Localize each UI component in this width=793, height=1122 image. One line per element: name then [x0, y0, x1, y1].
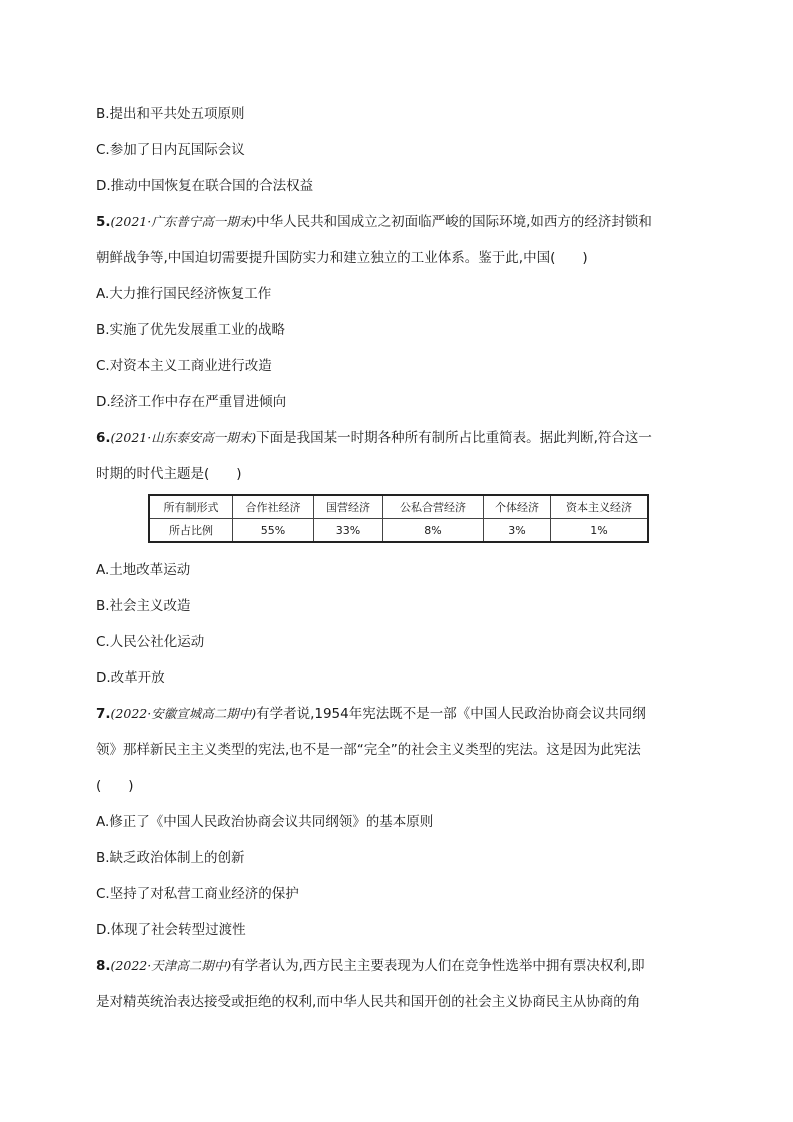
table-row [149, 519, 648, 543]
table-cell: 公私合营经济 [383, 495, 484, 519]
table-header-row [149, 495, 648, 519]
q5-option-b: B.实施了优先发展重工业的战略 [96, 322, 286, 338]
table-cell: 所有制形式 [149, 495, 233, 519]
q4-option-d: D.推动中国恢复在联合国的合法权益 [96, 178, 314, 194]
q7-source: (2022·安徽宣城高二期中) [110, 706, 257, 721]
ownership-ratio-table [148, 494, 649, 543]
table-cell: 国营经济 [314, 495, 383, 519]
table-cell: 所占比例 [149, 519, 233, 543]
q8-text-1: 有学者认为,西方民主主要表现为人们在竞争性选举中拥有票决权利,即 [231, 958, 645, 974]
q4-option-b: B.提出和平共处五项原则 [96, 106, 245, 122]
q7-stem-line-3: ( ) [96, 778, 134, 794]
q7-text-1: 有学者说,1954年宪法既不是一部《中国人民政治协商会议共同纲 [256, 706, 646, 722]
q7-number: 7. [96, 706, 111, 722]
q5-source: (2021·广东普宁高一期末) [110, 214, 257, 229]
q7-option-c: C.坚持了对私营工商业经济的保护 [96, 886, 299, 902]
table-cell: 8% [383, 519, 484, 543]
q7-stem-line-2: 领》那样新民主主义类型的宪法,也不是一部“完全”的社会主义类型的宪法。这是因为此宪法 [96, 742, 641, 758]
q6-option-c: C.人民公社化运动 [96, 634, 205, 650]
q8-number: 8. [96, 958, 111, 974]
q6-stem-line-1 [96, 428, 652, 448]
q5-text-1: 中华人民共和国成立之初面临严峻的国际环境,如西方的经济封锁和 [256, 214, 652, 230]
q7-stem-line-1 [96, 704, 646, 724]
q6-option-a: A.土地改革运动 [96, 562, 191, 578]
q7-option-d: D.体现了社会转型过渡性 [96, 922, 246, 938]
table-cell: 合作社经济 [233, 495, 314, 519]
q5-stem-line-2: 朝鲜战争等,中国迫切需要提升国防实力和建立独立的工业体系。鉴于此,中国( ) [96, 250, 588, 266]
q6-text-1: 下面是我国某一时期各种所有制所占比重简表。据此判断,符合这一 [256, 430, 652, 446]
q6-option-d: D.改革开放 [96, 670, 165, 686]
q8-source: (2022·天津高二期中) [110, 958, 232, 973]
q8-stem-line-2: 是对精英统治表达接受或拒绝的权利,而中华人民共和国开创的社会主义协商民主从协商的角 [96, 994, 641, 1010]
q7-option-a: A.修正了《中国人民政治协商会议共同纲领》的基本原则 [96, 814, 434, 830]
q6-number: 6. [96, 430, 111, 446]
q5-number: 5. [96, 214, 111, 230]
q5-stem-line-1 [96, 212, 652, 232]
q5-option-a: A.大力推行国民经济恢复工作 [96, 286, 272, 302]
table-cell: 个体经济 [484, 495, 551, 519]
table-cell: 55% [233, 519, 314, 543]
table-cell: 3% [484, 519, 551, 543]
q5-option-d: D.经济工作中存在严重冒进倾向 [96, 394, 287, 410]
q4-option-c: C.参加了日内瓦国际会议 [96, 142, 245, 158]
q5-option-c: C.对资本主义工商业进行改造 [96, 358, 272, 374]
q6-option-b: B.社会主义改造 [96, 598, 191, 614]
q7-option-b: B.缺乏政治体制上的创新 [96, 850, 245, 866]
q6-source: (2021·山东泰安高一期末) [110, 430, 257, 445]
q6-stem-line-2: 时期的时代主题是( ) [96, 466, 242, 482]
table-cell: 33% [314, 519, 383, 543]
table-cell: 1% [551, 519, 649, 543]
table-cell: 资本主义经济 [551, 495, 649, 519]
q8-stem-line-1 [96, 956, 645, 976]
